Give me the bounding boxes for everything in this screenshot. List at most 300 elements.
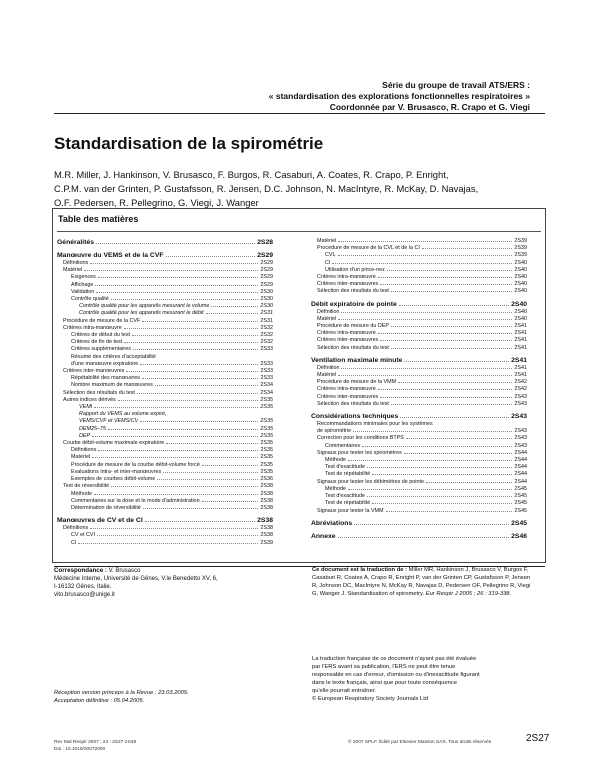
toc-entry-label: Utilisation d'un pince-nez <box>325 266 385 273</box>
toc-entry-label: Critères de début du test <box>71 332 131 339</box>
toc-entry[interactable] <box>311 245 527 252</box>
toc-entry-page: 2S35 <box>260 432 273 439</box>
toc-entry[interactable] <box>311 464 527 471</box>
toc-entry-label: Contrôle qualité <box>71 296 109 303</box>
toc-entry[interactable] <box>57 397 273 404</box>
series-line-2: « standardisation des explorations fonctionnelles respiratoires » <box>268 91 530 101</box>
toc-entry[interactable] <box>57 418 273 425</box>
toc-entry-page: 2S35 <box>260 404 273 411</box>
correspondence-block <box>54 567 284 599</box>
toc-entry-page: 2S41 <box>514 344 527 351</box>
toc-leader-dots <box>426 482 512 483</box>
toc-leader-dots <box>367 467 512 468</box>
toc-entry-page: 2S43 <box>511 413 527 421</box>
toc-entry-page: 2S35 <box>260 440 273 447</box>
toc-leader-dots <box>111 299 259 300</box>
toc-entry-label: Méthode <box>325 485 346 492</box>
toc-entry-page: 2S34 <box>260 382 273 389</box>
translation-note <box>312 567 537 599</box>
toc-leader-dots <box>406 438 513 439</box>
toc-leader-dots <box>378 333 513 334</box>
toc-entry-label: Signaux pour tester la VMM <box>317 507 384 514</box>
toc-entry[interactable] <box>57 532 273 539</box>
toc-entry-label: Matériel <box>317 238 337 244</box>
toc-entry-page: 2S40 <box>514 288 527 295</box>
toc-entry[interactable] <box>57 516 273 525</box>
toc-entry[interactable] <box>311 260 527 267</box>
toc-entry-label: Évaluations intra- et inter-manœuvres <box>71 468 162 475</box>
toc-entry[interactable] <box>311 421 527 428</box>
toc-entry[interactable] <box>57 375 273 382</box>
toc-entry[interactable] <box>311 274 527 281</box>
toc-entry[interactable] <box>311 412 527 421</box>
toc-entry-page: 2S31 <box>260 317 273 324</box>
toc-entry[interactable] <box>311 323 527 330</box>
toc-leader-dots <box>202 501 259 502</box>
toc-leader-dots <box>391 326 512 327</box>
toc-leader-dots <box>380 397 512 398</box>
toc-leader-dots <box>155 385 259 386</box>
toc-entry-label: Méthode <box>325 457 346 464</box>
toc-entry-label: Sélection des résultats du test <box>317 288 389 295</box>
toc-leader-dots <box>90 263 258 264</box>
toc-leader-dots <box>92 436 258 437</box>
toc-entry-page: 2S44 <box>514 449 527 456</box>
toc-entry[interactable] <box>57 404 273 411</box>
toc-entry[interactable] <box>57 447 273 454</box>
toc-entry-label: Détermination de réversibilité <box>71 504 141 511</box>
toc-entry-label: Définition <box>317 308 340 315</box>
toc-entry-page: 2S38 <box>257 517 273 525</box>
toc-leader-dots <box>94 494 258 495</box>
toc-entry[interactable] <box>57 491 273 498</box>
toc-entry[interactable] <box>311 252 527 259</box>
toc-entry[interactable] <box>57 426 273 433</box>
toc-leader-dots <box>78 543 258 544</box>
toc-entry-page: 2S38 <box>260 483 273 490</box>
toc-entry[interactable] <box>57 339 273 346</box>
toc-entry[interactable] <box>311 508 527 515</box>
toc-entry[interactable] <box>57 354 273 361</box>
copyright-ers: © European Respiratory Society Journals Ltd <box>312 695 429 702</box>
toc-entry-page: 2S41 <box>514 323 527 330</box>
toc-entry[interactable] <box>57 289 273 296</box>
toc-entry-label: Affichage <box>71 281 94 288</box>
toc-entry-page: 2S41 <box>514 364 527 371</box>
toc-entry-label: Considérations techniques <box>311 413 399 421</box>
disclaimer-line-2: par l'ERS avant sa publication, l'ERS ne peut être tenue <box>312 663 456 670</box>
correspondence-label: Correspondance : <box>54 567 107 574</box>
toc-leader-dots <box>338 241 512 242</box>
toc-entry-page: 2S38 <box>260 497 273 504</box>
toc-entry-page: 2S39 <box>514 238 527 244</box>
toc-entry[interactable] <box>57 318 273 325</box>
toc-entry[interactable] <box>311 486 527 493</box>
toc-entry-page: 2S40 <box>514 266 527 273</box>
toc-entry-label: Définitions <box>71 447 97 454</box>
toc-entry-page: 2S32 <box>260 339 273 346</box>
toc-entry-page: 2S35 <box>260 418 273 425</box>
toc-leader-dots <box>386 511 513 512</box>
toc-entry-label: Sélection des résultats du test <box>63 389 135 396</box>
toc-leader-dots <box>404 453 513 454</box>
toc-entry-page: 2S44 <box>514 457 527 464</box>
toc-entry-page: 2S44 <box>514 471 527 478</box>
toc-entry[interactable] <box>311 386 527 393</box>
toc-entry-page: 2S45 <box>511 519 527 527</box>
toc-entry[interactable] <box>311 330 527 337</box>
disclaimer-line-4: dans le texte français, ainsi que pour toute conséquence <box>312 679 458 686</box>
toc-entry-label: Résumé des critères d'acceptabilité <box>71 353 156 360</box>
toc-entry-label: Définition <box>317 364 340 371</box>
toc-entry[interactable] <box>311 281 527 288</box>
toc-entry-label: Courbe débit-volume maximale expiratoire <box>63 440 165 447</box>
toc-entry-page: 2S45 <box>514 493 527 500</box>
toc-entry[interactable] <box>311 300 527 309</box>
toc-entry-label: Commentaires sur la dose et le mode d'administration <box>71 497 200 504</box>
toc-entry-page: 2S29 <box>260 267 273 274</box>
toc-entry[interactable] <box>311 309 527 316</box>
toc-entry-label: Débit expiratoire de pointe <box>311 300 397 308</box>
toc-entry[interactable] <box>57 296 273 303</box>
toc-entry-page: 2S40 <box>514 274 527 281</box>
toc-leader-dots <box>137 393 258 394</box>
toc-leader-dots <box>111 486 258 487</box>
toc-entry[interactable] <box>311 345 527 352</box>
translation-citation: Eur Respir J 2005 ; 26 : 319-338. <box>425 590 512 597</box>
toc-entry[interactable] <box>57 361 273 368</box>
toc-entry-page: 2S44 <box>514 464 527 471</box>
toc-entry-page: 2S35 <box>260 468 273 475</box>
toc-leader-dots <box>126 371 258 372</box>
footer-journal-info <box>54 740 136 753</box>
toc-entry[interactable] <box>57 540 273 547</box>
toc-entry[interactable] <box>57 454 273 461</box>
toc-entry[interactable] <box>311 394 527 401</box>
toc-leader-dots <box>95 285 258 286</box>
series-line-3: Coordonnée par V. Brusasco, R. Crapo et G. Viegi <box>329 102 530 112</box>
toc-entry-page: 2S39 <box>260 539 273 546</box>
toc-entry[interactable] <box>311 401 527 408</box>
toc-leader-dots <box>391 404 512 405</box>
toc-leader-dots <box>118 400 259 401</box>
header-rule <box>54 113 545 114</box>
toc-leader-dots <box>206 313 259 314</box>
toc-entry-page: 2S45 <box>514 500 527 507</box>
toc-entry-label: de spirométrie <box>317 428 352 435</box>
toc-entry-page: 2S40 <box>514 259 527 266</box>
correspondence-address-2: I-16132 Gênes, Italie. <box>54 584 112 590</box>
toc-entry[interactable] <box>311 288 527 295</box>
toc-entry[interactable] <box>311 479 527 486</box>
toc-leader-dots <box>362 446 512 447</box>
toc-entry[interactable] <box>57 440 273 447</box>
toc-entry-page: 2S29 <box>260 274 273 281</box>
toc-entry-page: 2S34 <box>260 389 273 396</box>
toc-leader-dots <box>341 368 512 369</box>
toc-entry-page: 2S41 <box>514 372 527 379</box>
toc-leader-dots <box>84 270 258 271</box>
toc-entry-page: 2S31 <box>260 310 273 317</box>
toc-leader-dots <box>372 503 512 504</box>
toc-entry-label: Critères intra-manœuvre <box>317 330 376 337</box>
table-of-contents <box>52 208 546 563</box>
toc-leader-dots <box>399 305 509 306</box>
toc-entry-label: Contrôle qualité pour les appareils mesurant le volume <box>79 303 210 310</box>
received-date: Réception version princeps à la Revue : 23.03.2005. <box>54 690 189 696</box>
correspondence-address-1: Médecine Interne, Université de Gênes, V.le Benedetto XV, 6, <box>54 576 218 582</box>
toc-entry-page: 2S36 <box>260 476 273 483</box>
toc-leader-dots <box>354 524 509 525</box>
correspondence-name: V. Brusasco <box>108 568 141 574</box>
toc-leader-dots <box>422 248 513 249</box>
toc-leader-dots <box>391 348 512 349</box>
toc-leader-dots <box>124 342 258 343</box>
toc-entry-label: Correction pour les conditions BTPS <box>317 435 404 442</box>
toc-entry-page: 2S33 <box>260 360 273 367</box>
correspondence-email[interactable]: vito.brusasco@unige.it <box>54 592 115 598</box>
toc-entry[interactable] <box>57 282 273 289</box>
toc-entry-label: Critères inter-manœuvres <box>317 337 379 344</box>
toc-entry-label: Procédure de mesure du DEP <box>317 323 389 330</box>
toc-entry[interactable] <box>57 238 273 247</box>
translation-reference: Miller MR, Hankinson J, Brusasco V, Burgos F, Casaburi R, Coates A, Crapo R, Enright P, van der Grinten CP, Gustafsson P, Jensen R, Johnson DC, MacIntyre N, McKay R, Navajas D, Pedersen OF, Pellegrino R, Viegi G, Wanger J. Standardisation of spirometry. <box>312 567 531 597</box>
toc-entry[interactable] <box>57 476 273 483</box>
toc-entry[interactable] <box>57 274 273 281</box>
toc-leader-dots <box>124 328 259 329</box>
toc-leader-dots <box>140 421 258 422</box>
toc-entry-page: 2S38 <box>260 490 273 497</box>
toc-entry-page: 2S44 <box>514 478 527 485</box>
toc-entry-label: Sélection des résultats du test <box>317 400 389 407</box>
toc-entry[interactable] <box>311 356 527 365</box>
series-header <box>269 80 530 113</box>
toc-entry-label: Méthode <box>71 490 92 497</box>
toc-entry-label: CV et CVI <box>71 532 95 539</box>
toc-entry-label: Critères de fin de test <box>71 339 123 346</box>
toc-entry[interactable] <box>57 251 273 260</box>
toc-entry-label: Test de répétabilité <box>325 500 371 507</box>
toc-entry-label: Test d'exactitude <box>325 464 365 471</box>
toc-entry-page: 2S35 <box>260 447 273 454</box>
toc-entry-label: Critères inter-manœuvres <box>317 393 379 400</box>
toc-entry[interactable] <box>57 260 273 267</box>
disclaimer-line-5: qu'elle pourrait entraîner. <box>312 687 376 694</box>
toc-entry-page: 2S40 <box>511 300 527 308</box>
toc-entry[interactable] <box>311 519 527 528</box>
toc-leader-dots <box>97 535 258 536</box>
toc-entry[interactable] <box>311 450 527 457</box>
doi: Doi : 10.1019/20072000 <box>54 746 106 752</box>
toc-entry-label: Généralités <box>57 239 95 246</box>
toc-entry-page: 2S41 <box>514 330 527 337</box>
toc-leader-dots <box>400 417 509 418</box>
toc-entry-page: 2S40 <box>514 281 527 288</box>
author-list <box>54 168 554 210</box>
toc-entry-label: VEMS/CVF et VEMS/CV <box>79 418 139 425</box>
toc-entry-label: CI <box>71 539 77 546</box>
toc-entry[interactable] <box>57 525 273 532</box>
toc-leader-dots <box>98 277 259 278</box>
toc-entry-label: Test de répétabilité <box>325 471 371 478</box>
toc-entry-label: Critères supplémentaires <box>71 346 131 353</box>
toc-entry-label: Signaux pour tester les spiromètres <box>317 449 402 456</box>
toc-leader-dots <box>338 375 512 376</box>
toc-entry-page: 2S45 <box>514 485 527 492</box>
toc-leader-dots <box>378 277 513 278</box>
toc-entry-label: Matériel <box>71 454 91 461</box>
toc-entry[interactable] <box>311 532 527 541</box>
toc-entry[interactable] <box>57 411 273 418</box>
toc-entry-label: Répétabilité des manœuvres <box>71 375 140 382</box>
toc-entry-label: Commentaires <box>325 442 361 449</box>
toc-entry-label: Définitions <box>63 525 89 532</box>
accepted-date: Acceptation définitive : 05.04.2005. <box>54 697 145 704</box>
toc-entry-page: 2S29 <box>260 281 273 288</box>
toc-entry-label: DEP <box>79 432 91 439</box>
toc-entry[interactable] <box>57 346 273 353</box>
toc-leader-dots <box>338 255 513 256</box>
toc-entry[interactable] <box>57 303 273 310</box>
toc-column-right <box>311 238 527 541</box>
toc-entry-label: Matériel <box>317 372 337 379</box>
toc-entry[interactable] <box>311 471 527 478</box>
toc-leader-dots <box>353 431 512 432</box>
toc-entry-page: 2S30 <box>260 296 273 303</box>
toc-entry-page: 2S38 <box>260 525 273 532</box>
toc-leader-dots <box>133 349 258 350</box>
toc-entry[interactable] <box>57 267 273 274</box>
toc-entry[interactable] <box>311 443 527 450</box>
toc-entry[interactable] <box>311 372 527 379</box>
toc-entry[interactable] <box>311 365 527 372</box>
author-line-3: O.F. Pedersen, R. Pellegrino, G. Viegi, J. Wanger <box>54 197 259 208</box>
toc-leader-dots <box>94 407 258 408</box>
series-line-1: Série du groupe de travail ATS/ERS : <box>382 80 530 90</box>
toc-leader-dots <box>143 508 259 509</box>
toc-entry-page: 2S35 <box>260 425 273 432</box>
toc-leader-dots <box>338 537 510 538</box>
toc-entry-page: 2S43 <box>514 442 527 449</box>
translation-lead: Ce document est la traduction de : <box>312 567 408 573</box>
toc-entry-page: 2S43 <box>514 428 527 435</box>
toc-entry-label: Exigences <box>71 274 96 281</box>
toc-entry-label: Autres indices dérivés <box>63 396 116 403</box>
toc-entry-label: Exemples de courbes débit-volume <box>71 476 156 483</box>
toc-entry[interactable] <box>57 498 273 505</box>
toc-leader-dots <box>332 263 512 264</box>
toc-entry-page: 2S39 <box>514 252 527 259</box>
toc-entry-label: Manœuvres de CV et de CI <box>57 517 143 525</box>
toc-leader-dots <box>166 443 258 444</box>
toc-entry[interactable] <box>57 310 273 317</box>
toc-entry-page: 2S38 <box>260 532 273 539</box>
toc-entry[interactable] <box>57 368 273 375</box>
toc-entry[interactable] <box>57 505 273 512</box>
footer-copyright: © 2007 SPLF. Édité par Elsevier Masson SAS. Tous droits réservés <box>348 740 492 745</box>
toc-entry-label: Annexe <box>311 532 336 540</box>
toc-entry-page: 2S28 <box>257 239 273 246</box>
toc-entry[interactable] <box>57 382 273 389</box>
toc-leader-dots <box>96 243 255 244</box>
toc-entry[interactable] <box>311 435 527 442</box>
toc-entry[interactable] <box>57 325 273 332</box>
toc-entry-label: Test de réversibilité <box>63 483 110 490</box>
toc-entry-label: Procédure de mesure de la CVL et de la CI <box>317 245 420 252</box>
toc-leader-dots <box>142 321 258 322</box>
toc-entry[interactable] <box>57 433 273 440</box>
toc-entry-page: 2S42 <box>514 386 527 393</box>
toc-entry-page: 2S43 <box>514 400 527 407</box>
toc-entry-page: 2S45 <box>514 507 527 514</box>
toc-entry-label: DEM25–75 <box>79 425 106 432</box>
toc-entry-label: VEMt <box>79 404 93 411</box>
toc-leader-dots <box>372 474 512 475</box>
toc-entry[interactable] <box>57 483 273 490</box>
toc-entry[interactable] <box>311 493 527 500</box>
toc-leader-dots <box>404 361 509 362</box>
disclaimer-line-3: responsable en cas d'erreur, d'omission ou d'inexactitude figurant <box>312 671 480 678</box>
toc-entry-label: Rapport du VEMS au volume expiré, <box>79 411 167 418</box>
toc-leader-dots <box>211 306 258 307</box>
toc-entry-page: 2S35 <box>260 461 273 468</box>
toc-entry[interactable] <box>311 428 527 435</box>
disclaimer-note <box>312 656 537 703</box>
toc-leader-dots <box>166 256 256 257</box>
toc-entry-label: Procédure de mesure de la VMM <box>317 379 397 386</box>
toc-entry-page: 2S46 <box>511 532 527 540</box>
toc-leader-dots <box>338 319 512 320</box>
toc-leader-dots <box>157 479 258 480</box>
toc-entry[interactable] <box>311 379 527 386</box>
toc-entry[interactable] <box>311 500 527 507</box>
toc-leader-dots <box>163 472 258 473</box>
toc-entry-page: 2S33 <box>260 368 273 375</box>
toc-entry-page: 2S41 <box>514 337 527 344</box>
journal-reference: Rev Mal Respir 2007 ; 24 : 2S27-2S49 <box>54 740 137 745</box>
toc-divider <box>57 231 541 232</box>
toc-entry-label: Critères intra-manœuvre <box>63 324 122 331</box>
toc-entry[interactable] <box>57 469 273 476</box>
toc-entry[interactable] <box>57 390 273 397</box>
toc-entry-label: Critères inter-manœuvres <box>317 281 379 288</box>
toc-entry[interactable] <box>311 238 527 245</box>
toc-entry-label: Contrôle qualité pour les appareils mesurant le débit <box>79 310 204 317</box>
toc-entry-page: 2S43 <box>514 393 527 400</box>
toc-entry[interactable] <box>311 337 527 344</box>
toc-entry[interactable] <box>311 316 527 323</box>
toc-entry-page: 2S29 <box>260 260 273 266</box>
toc-leader-dots <box>108 429 258 430</box>
toc-entry[interactable] <box>57 462 273 469</box>
toc-leader-dots <box>92 457 258 458</box>
toc-entry-page: 2S43 <box>514 435 527 442</box>
toc-entry-label: Critères inter-manœuvres <box>63 368 125 375</box>
toc-entry[interactable] <box>57 332 273 339</box>
toc-entry-page: 2S30 <box>260 288 273 295</box>
page-number: 2S27 <box>526 733 550 744</box>
toc-entry[interactable] <box>311 457 527 464</box>
toc-entry-label: Test d'exactitude <box>325 493 365 500</box>
article-title: Standardisation de la spirométrie <box>54 134 324 153</box>
toc-leader-dots <box>348 460 512 461</box>
toc-leader-dots <box>96 292 258 293</box>
toc-leader-dots <box>90 528 258 529</box>
toc-entry-label: Définitions <box>63 260 89 266</box>
toc-entry-label: Ventilation maximale minute <box>311 356 403 364</box>
toc-entry-page: 2S40 <box>514 308 527 315</box>
toc-entry[interactable] <box>311 267 527 274</box>
